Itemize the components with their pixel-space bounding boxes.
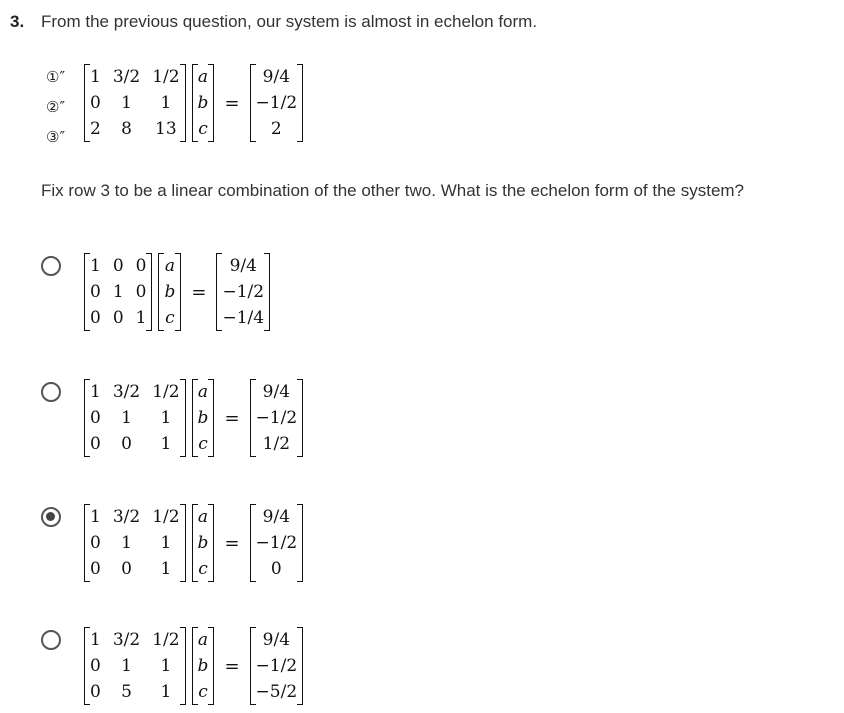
matrix-cell: 1/2: [152, 630, 180, 650]
option-2-radio[interactable]: [41, 382, 61, 402]
matrix-cell: 0: [121, 434, 132, 454]
coefficient-matrix: [84, 627, 186, 705]
question-text: From the previous question, our system is almost in echelon form.: [41, 12, 538, 31]
vector-cell: −1/4: [222, 308, 265, 328]
coefficient-matrix: [84, 64, 186, 142]
matrix-cell: 0: [90, 656, 101, 676]
coefficient-matrix: [84, 379, 186, 457]
matrix-cell: 1: [90, 382, 101, 402]
vector-cell: c: [198, 434, 208, 454]
matrix-cell: 1: [160, 93, 172, 113]
matrix-cell: 1: [90, 507, 101, 527]
constant-vector: [250, 379, 304, 457]
option-4-system[interactable]: [84, 627, 303, 705]
vector-cell: −1/2: [255, 93, 298, 113]
option-3-radio[interactable]: [41, 507, 61, 527]
constant-vector: [250, 64, 304, 142]
matrix-cell: 1: [160, 656, 172, 676]
vector-cell: a: [197, 630, 209, 650]
matrix-cell: 1: [121, 533, 132, 553]
vector-cell: 2: [270, 119, 282, 139]
coefficient-matrix: [84, 504, 186, 582]
vector-cell: 1/2: [262, 434, 291, 454]
matrix-cell: 0: [121, 559, 132, 579]
matrix-cell: 1: [90, 630, 101, 650]
matrix-cell: 8: [121, 119, 132, 139]
vector-cell: 9/4: [262, 67, 291, 87]
equals-sign: =: [224, 92, 240, 114]
matrix-cell: 1: [160, 559, 172, 579]
matrix-cell: 1: [90, 67, 101, 87]
variable-vector: [192, 379, 215, 457]
variable-vector: [192, 504, 215, 582]
vector-cell: c: [198, 682, 208, 702]
vector-cell: c: [198, 559, 208, 579]
option-3-system[interactable]: [84, 504, 303, 582]
equals-sign: =: [224, 532, 240, 554]
equals-sign: =: [224, 407, 240, 429]
question-system: [84, 64, 303, 142]
vector-cell: −1/2: [255, 408, 298, 428]
matrix-cell: 0: [90, 408, 101, 428]
equals-sign: =: [191, 281, 207, 303]
vector-cell: 9/4: [262, 382, 291, 402]
matrix-cell: 1: [160, 533, 172, 553]
matrix-cell: 1/2: [152, 507, 180, 527]
matrix-cell: 1: [121, 408, 132, 428]
vector-cell: −1/2: [255, 533, 298, 553]
coefficient-matrix: [84, 253, 152, 331]
matrix-cell: 0: [90, 434, 101, 454]
vector-cell: a: [197, 382, 209, 402]
matrix-cell: 1: [112, 282, 124, 302]
matrix-cell: 3/2: [112, 507, 141, 527]
row-label-2: ②″: [46, 98, 66, 116]
matrix-cell: 1: [121, 656, 132, 676]
vector-cell: −5/2: [255, 682, 298, 702]
variable-vector: [192, 627, 215, 705]
vector-cell: a: [164, 256, 175, 276]
row-label-3: ③″: [46, 128, 66, 146]
question-prompt: Fix row 3 to be a linear combination of the other two. What is the echelon form of the system?: [41, 181, 745, 200]
matrix-cell: 0: [90, 93, 101, 113]
question-number: 3.: [10, 12, 25, 31]
matrix-cell: 2: [90, 119, 101, 139]
matrix-cell: 1/2: [152, 382, 180, 402]
matrix-cell: 1: [135, 308, 147, 328]
matrix-cell: 1: [160, 682, 172, 702]
vector-cell: 9/4: [229, 256, 257, 276]
matrix-cell: 0: [112, 308, 124, 328]
vector-cell: b: [197, 533, 209, 553]
matrix-cell: 0: [90, 533, 101, 553]
matrix-cell: 3/2: [112, 630, 141, 650]
vector-cell: a: [197, 507, 209, 527]
matrix-cell: 1: [90, 256, 101, 276]
matrix-cell: 0: [135, 256, 147, 276]
vector-cell: b: [197, 408, 209, 428]
vector-cell: −1/2: [222, 282, 265, 302]
equals-sign: =: [224, 655, 240, 677]
matrix-cell: 0: [90, 682, 101, 702]
vector-cell: b: [164, 282, 176, 302]
variable-vector: [192, 64, 215, 142]
variable-vector: [158, 253, 181, 331]
row-labels: [46, 62, 80, 152]
matrix-cell: 3/2: [112, 382, 141, 402]
option-1-radio[interactable]: [41, 256, 61, 276]
vector-cell: a: [197, 67, 209, 87]
vector-cell: b: [197, 93, 209, 113]
constant-vector: [250, 627, 304, 705]
matrix-cell: 1: [160, 408, 172, 428]
matrix-cell: 1/2: [152, 67, 180, 87]
matrix-cell: 1: [160, 434, 172, 454]
option-4-radio[interactable]: [41, 630, 61, 650]
vector-cell: 0: [270, 559, 282, 579]
matrix-cell: 5: [121, 682, 132, 702]
vector-cell: −1/2: [255, 656, 298, 676]
constant-vector: [250, 504, 304, 582]
constant-vector: [216, 253, 270, 331]
vector-cell: 9/4: [262, 507, 291, 527]
matrix-cell: 1: [121, 93, 132, 113]
matrix-cell: 0: [135, 282, 147, 302]
vector-cell: c: [165, 308, 175, 328]
matrix-cell: 0: [90, 559, 101, 579]
matrix-cell: 0: [90, 282, 101, 302]
row-label-1: ①″: [46, 68, 66, 86]
vector-cell: b: [197, 656, 209, 676]
option-2-system[interactable]: [84, 379, 303, 457]
vector-cell: c: [198, 119, 208, 139]
vector-cell: 9/4: [262, 630, 291, 650]
matrix-cell: 13: [155, 119, 177, 139]
matrix-cell: 0: [90, 308, 101, 328]
option-1-system[interactable]: [84, 253, 270, 331]
matrix-cell: 3/2: [112, 67, 141, 87]
matrix-cell: 0: [112, 256, 124, 276]
